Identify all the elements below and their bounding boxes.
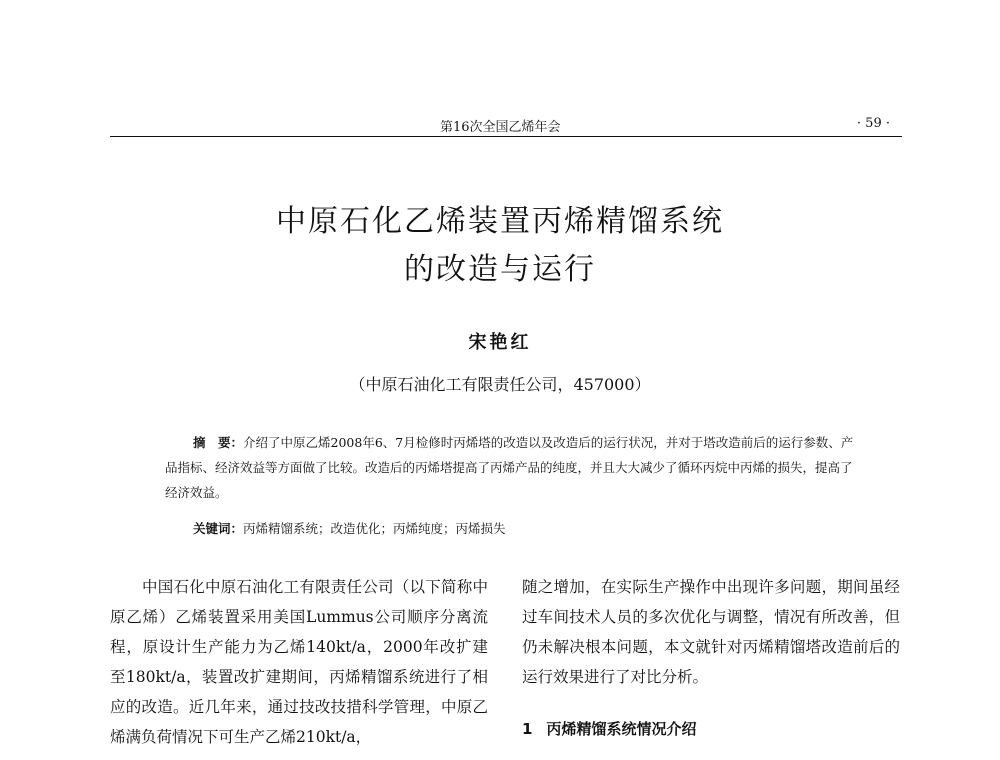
keywords-label: 关键词： (193, 521, 244, 536)
body-paragraph-right: 随之增加，在实际生产操作中出现许多问题，期间虽经过车间技术人员的多次优化与调整，情况有所改善，但仍未解决根本问题，本文就针对丙烯精馏塔改造前后的运行效果进行了对比分析。 (522, 578, 900, 686)
abstract-label: 摘 要： (193, 435, 244, 450)
abstract-text: 介绍了中原乙烯2008年6、7月检修时丙烯塔的改造以及改造后的运行状况，并对于塔改造前后的运行参数、产品指标、经济效益等方面做了比较。改造后的丙烯塔提高了丙烯产品的纯度，并且大大减少了循环丙烷中丙烯的损失，提高了经济效益。 (165, 435, 854, 500)
keywords (193, 516, 853, 541)
body-column-right (522, 572, 900, 744)
page-number: · 59 · (856, 116, 890, 131)
keywords-text: 丙烯精馏系统；改造优化；丙烯纯度；丙烯损失 (243, 521, 506, 536)
body-paragraph-left: 中国石化中原石油化工有限责任公司（以下简称中原乙烯）乙烯装置采用美国Lummus公司顺序分离流程，原设计生产能力为乙烯140kt/a，2000年改扩建至180kt/a，装置改扩建期间，丙烯精馏系统进行了相应的改造。近几年来，通过技改技措科学管理，中原乙烯满负荷情况下可生产乙烯210kt/a， (110, 578, 488, 746)
paper-title-line-1: 中原石化乙烯装置丙烯精馏系统 (276, 204, 724, 239)
running-title: 第16次全国乙烯年会 (440, 120, 561, 135)
section-title: 丙烯精馏系统情况介绍 (546, 720, 697, 738)
abstract (165, 430, 855, 505)
author-affiliation: （中原石油化工有限责任公司，457000） (349, 375, 651, 394)
paper-title (0, 198, 1000, 294)
header-rule (110, 136, 902, 137)
paper-title-line-2: 的改造与运行 (404, 252, 596, 287)
section-heading-1 (522, 714, 900, 744)
running-header (110, 112, 902, 136)
author-name: 宋艳红 (468, 332, 532, 353)
section-number: 1 (522, 720, 533, 738)
body-column-left (110, 572, 488, 752)
